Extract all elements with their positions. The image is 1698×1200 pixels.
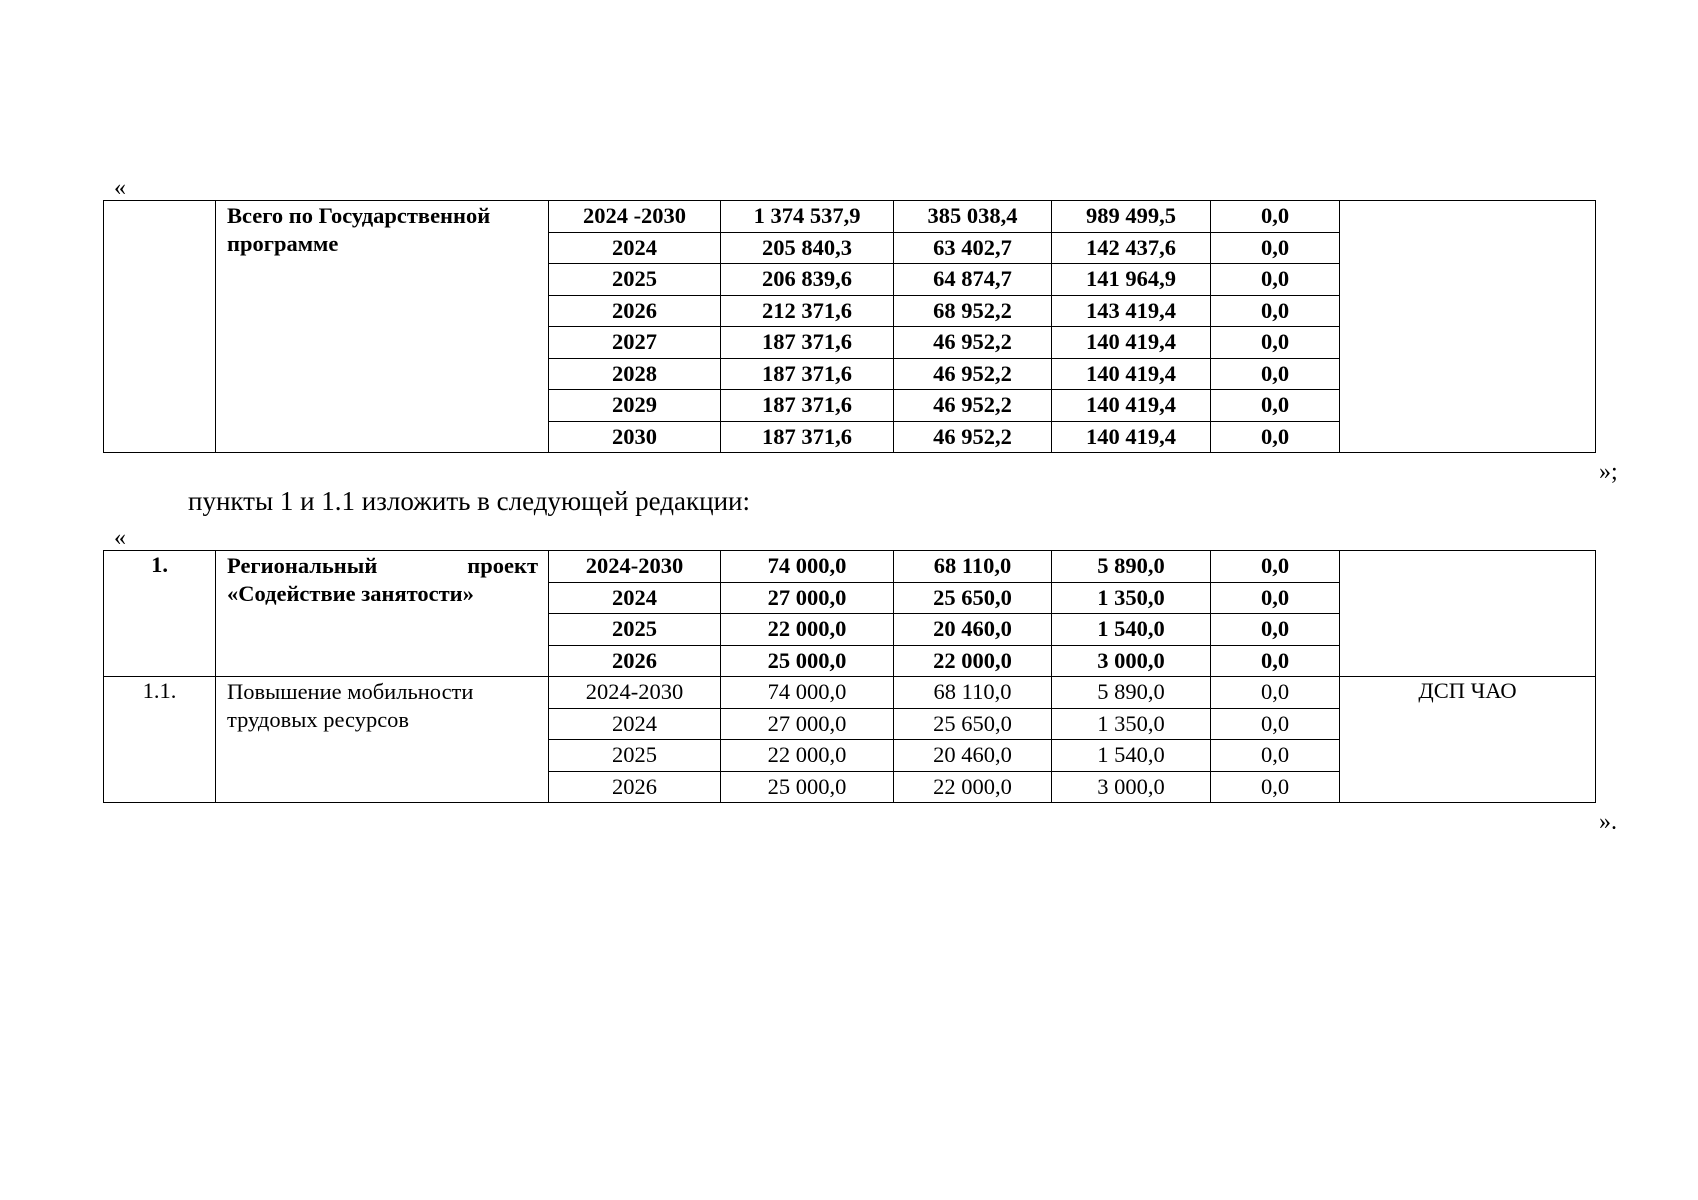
total-cell: 27 000,0 [721, 708, 894, 740]
value-cell: 22 000,0 [894, 645, 1052, 677]
total-cell: 205 840,3 [721, 232, 894, 264]
value-cell: 68 110,0 [894, 551, 1052, 583]
value-cell: 385 038,4 [894, 201, 1052, 233]
value-cell: 22 000,0 [894, 771, 1052, 803]
period-cell: 2024-2030 [549, 551, 721, 583]
value-cell: 0,0 [1211, 677, 1340, 709]
row-number: 1.1. [104, 677, 216, 803]
opening-quote: « [114, 525, 126, 551]
value-cell: 3 000,0 [1052, 771, 1211, 803]
value-cell: 989 499,5 [1052, 201, 1211, 233]
total-cell: 187 371,6 [721, 327, 894, 359]
value-cell: 140 419,4 [1052, 390, 1211, 422]
period-cell: 2025 [549, 740, 721, 772]
value-cell: 0,0 [1211, 327, 1340, 359]
value-cell: 0,0 [1211, 740, 1340, 772]
total-cell: 74 000,0 [721, 551, 894, 583]
total-cell: 27 000,0 [721, 582, 894, 614]
value-cell: 64 874,7 [894, 264, 1052, 296]
total-cell: 212 371,6 [721, 295, 894, 327]
value-cell: 68 952,2 [894, 295, 1052, 327]
row-name: Всего по Государственной программе [216, 201, 549, 453]
value-cell: 0,0 [1211, 551, 1340, 583]
program-totals-table [103, 200, 1596, 453]
period-cell: 2025 [549, 264, 721, 296]
value-cell: 140 419,4 [1052, 358, 1211, 390]
value-cell: 3 000,0 [1052, 645, 1211, 677]
total-cell: 22 000,0 [721, 740, 894, 772]
row-name: Повышение мобильности трудовых ресурсов [216, 677, 549, 803]
executor-cell [1340, 201, 1596, 453]
value-cell: 0,0 [1211, 645, 1340, 677]
value-cell: 5 890,0 [1052, 551, 1211, 583]
period-cell: 2024 [549, 582, 721, 614]
period-cell: 2024 [549, 708, 721, 740]
total-cell: 206 839,6 [721, 264, 894, 296]
value-cell: 0,0 [1211, 421, 1340, 453]
program-items-table [103, 550, 1596, 803]
value-cell: 0,0 [1211, 582, 1340, 614]
value-cell: 0,0 [1211, 295, 1340, 327]
value-cell: 0,0 [1211, 708, 1340, 740]
value-cell: 25 650,0 [894, 708, 1052, 740]
value-cell: 46 952,2 [894, 327, 1052, 359]
table-row [104, 677, 1596, 709]
period-cell: 2030 [549, 421, 721, 453]
value-cell: 141 964,9 [1052, 264, 1211, 296]
total-cell: 187 371,6 [721, 390, 894, 422]
total-cell: 187 371,6 [721, 421, 894, 453]
period-cell: 2028 [549, 358, 721, 390]
value-cell: 0,0 [1211, 390, 1340, 422]
value-cell: 25 650,0 [894, 582, 1052, 614]
executor-cell: ДСП ЧАО [1340, 677, 1596, 803]
closing-quote: »; [1599, 459, 1618, 485]
total-cell: 22 000,0 [721, 614, 894, 646]
total-cell: 25 000,0 [721, 645, 894, 677]
value-cell: 1 540,0 [1052, 614, 1211, 646]
value-cell: 46 952,2 [894, 390, 1052, 422]
table-row [104, 551, 1596, 583]
table-row [104, 201, 1596, 233]
total-cell: 187 371,6 [721, 358, 894, 390]
period-cell: 2026 [549, 771, 721, 803]
closing-quote: ». [1599, 809, 1617, 835]
period-cell: 2029 [549, 390, 721, 422]
value-cell: 0,0 [1211, 614, 1340, 646]
value-cell: 143 419,4 [1052, 295, 1211, 327]
value-cell: 0,0 [1211, 358, 1340, 390]
value-cell: 140 419,4 [1052, 327, 1211, 359]
row-number [104, 201, 216, 453]
row-name: Региональный проект «Содействие занятости» [216, 551, 549, 677]
period-cell: 2024-2030 [549, 677, 721, 709]
value-cell: 142 437,6 [1052, 232, 1211, 264]
value-cell: 1 540,0 [1052, 740, 1211, 772]
period-cell: 2024 [549, 232, 721, 264]
value-cell: 0,0 [1211, 771, 1340, 803]
total-cell: 74 000,0 [721, 677, 894, 709]
period-cell: 2026 [549, 295, 721, 327]
period-cell: 2025 [549, 614, 721, 646]
value-cell: 140 419,4 [1052, 421, 1211, 453]
value-cell: 46 952,2 [894, 421, 1052, 453]
opening-quote: « [114, 175, 126, 201]
total-cell: 1 374 537,9 [721, 201, 894, 233]
value-cell: 0,0 [1211, 201, 1340, 233]
value-cell: 1 350,0 [1052, 708, 1211, 740]
period-cell: 2024 -2030 [549, 201, 721, 233]
value-cell: 20 460,0 [894, 614, 1052, 646]
intro-paragraph: пункты 1 и 1.1 изложить в следующей редакции: [188, 486, 750, 516]
value-cell: 5 890,0 [1052, 677, 1211, 709]
value-cell: 0,0 [1211, 232, 1340, 264]
value-cell: 1 350,0 [1052, 582, 1211, 614]
value-cell: 0,0 [1211, 264, 1340, 296]
total-cell: 25 000,0 [721, 771, 894, 803]
value-cell: 63 402,7 [894, 232, 1052, 264]
period-cell: 2027 [549, 327, 721, 359]
value-cell: 20 460,0 [894, 740, 1052, 772]
value-cell: 68 110,0 [894, 677, 1052, 709]
row-number: 1. [104, 551, 216, 677]
executor-cell [1340, 551, 1596, 677]
value-cell: 46 952,2 [894, 358, 1052, 390]
period-cell: 2026 [549, 645, 721, 677]
